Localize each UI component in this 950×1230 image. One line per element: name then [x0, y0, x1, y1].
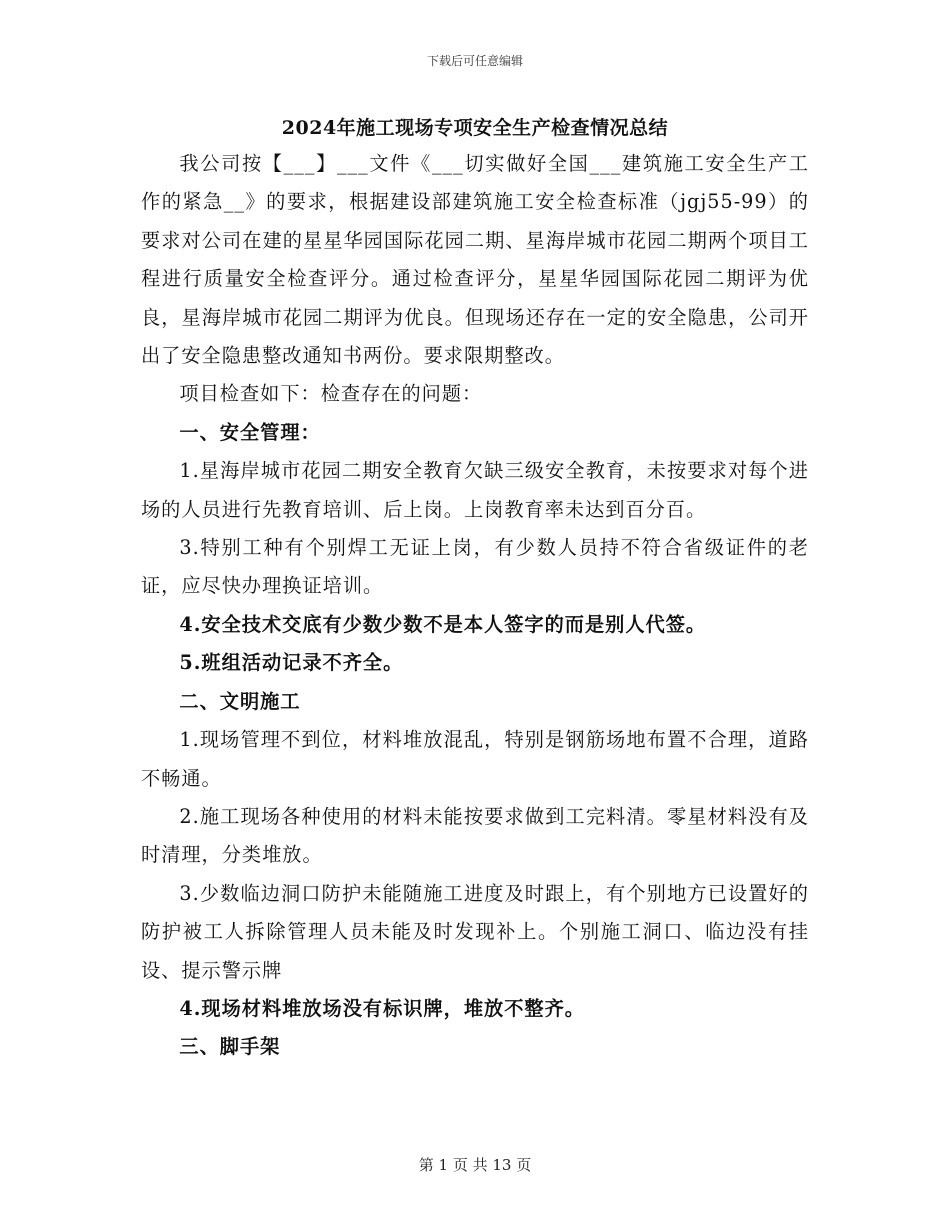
page-number: 第 1 页 共 13 页 [418, 1156, 532, 1174]
civilized-item-1: 1.现场管理不到位，材料堆放混乱，特别是钢筋场地布置不合理，道路不畅通。 [141, 728, 809, 790]
safety-item-3: 3.特别工种有个别焊工无证上岗，有少数人员持不符合省级证件的老证，应尽快办理换证培训。 [141, 536, 809, 598]
civilized-item-4: 4.现场材料堆放场没有标识牌，堆放不整齐。 [179, 996, 585, 1020]
section-heading-safety-management: 一、安全管理： [179, 420, 321, 444]
section-heading-civilized-construction: 二、文明施工 [179, 689, 301, 713]
safety-item-5: 5.班组活动记录不齐全。 [179, 651, 404, 675]
safety-item-1: 1.星海岸城市花园二期安全教育欠缺三级安全教育，未按要求对每个进场的人员进行先教育培训、后上岗。上岗教育率未达到百分百。 [141, 459, 809, 521]
document-title: 2024年施工现场专项安全生产检查情况总结 [281, 117, 669, 139]
document-body [141, 145, 809, 1067]
intro-paragraph: 我公司按【___】___文件《___切实做好全国___建筑施工安全生产工作的紧急__》的要求，根据建设部建筑施工安全检查标准（jgj55-99）的要求对公司在建的星星华园国际花园二期、星海岸城市花园二期两个项目工程进行质量安全检查评分。通过检查评分，星星华园国际花园二期评为优良，星海岸城市花园二期评为优良。但现场还存在一定的安全隐患，公司开出了安全隐患整改通知书两份。要求限期整改。 [141, 152, 809, 368]
inspection-intro: 项目检查如下：检查存在的问题： [179, 382, 483, 406]
civilized-item-3: 3.少数临边洞口防护未能随施工进度及时跟上，有个别地方已设置好的防护被工人拆除管理人员未能及时发现补上。个别施工洞口、临边没有挂设、提示警示牌 [141, 881, 809, 982]
section-heading-scaffolding: 三、脚手架 [179, 1035, 281, 1059]
page-header-note: 下载后可任意编辑 [426, 54, 523, 68]
safety-item-4: 4.安全技术交底有少数少数不是本人签字的而是别人代签。 [179, 612, 707, 636]
civilized-item-2: 2.施工现场各种使用的材料未能按要求做到工完料清。零星材料没有及时清理，分类堆放。 [141, 804, 809, 867]
